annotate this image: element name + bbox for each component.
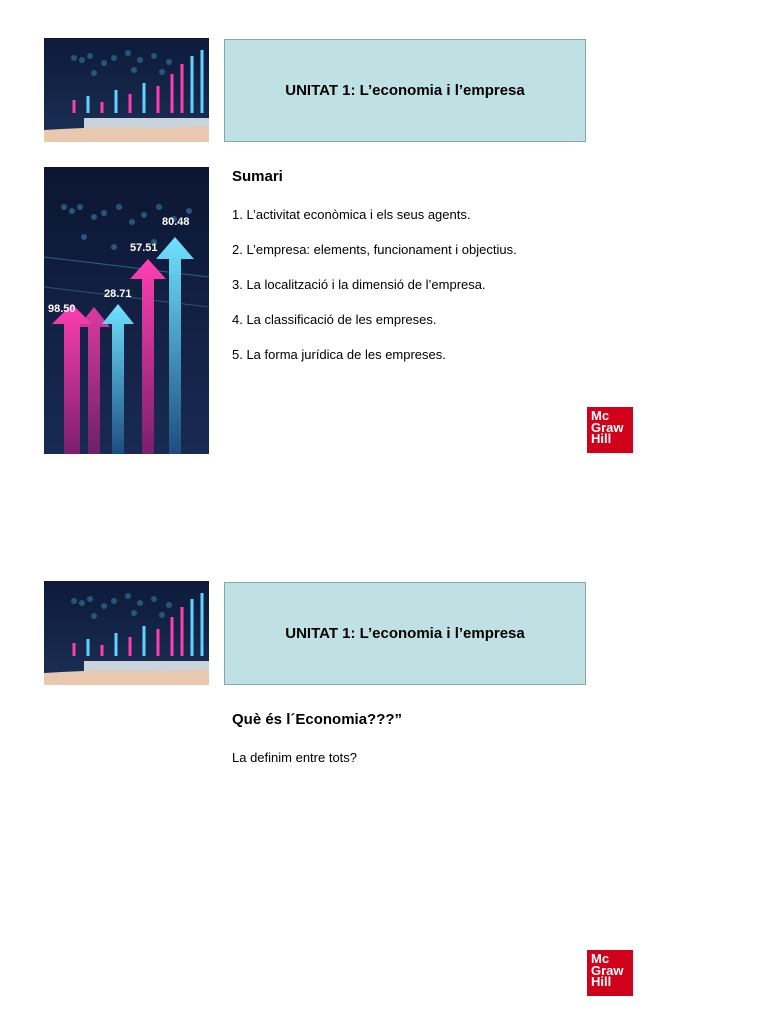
logo-line: Graw [591,962,624,978]
chart-image [44,167,209,454]
chart-label-3: 57.51 [130,242,158,254]
logo-line: Hill [591,974,612,989]
question-body: La definim entre tots? [232,750,358,765]
summary-list [232,207,517,382]
chart-label-4: 80.48 [162,216,190,228]
logo-line: Mc [591,951,610,966]
chart-label-2: 28.71 [104,288,132,300]
question-heading: Què és l´Economia???” [232,711,403,728]
summary-heading: Sumari [232,168,283,185]
summary-item: 4. La classificació de les empreses. [232,312,437,327]
summary-item: 3. La localització i la dimensió de l’empresa. [232,277,486,292]
chart-label-1: 98.50 [48,303,76,315]
summary-item: 5. La forma jurídica de les empreses. [232,347,446,362]
summary-item: 2. L’empresa: elements, funcionament i objectius. [232,242,517,257]
banner-image-top [44,38,209,142]
mcgraw-hill-logo [587,950,633,996]
header-title: UNITAT 1: L’economia i l’empresa [285,82,525,99]
logo-line: Mc [591,408,610,423]
mcgraw-hill-logo [587,407,633,453]
header-box-top [224,39,586,142]
header-title: UNITAT 1: L’economia i l’empresa [285,625,525,642]
banner-image-bottom [44,581,209,685]
summary-item: 1. L’activitat econòmica i els seus agents. [232,207,471,222]
header-box-bottom [224,582,586,685]
logo-line: Graw [591,419,624,435]
logo-line: Hill [591,431,612,446]
